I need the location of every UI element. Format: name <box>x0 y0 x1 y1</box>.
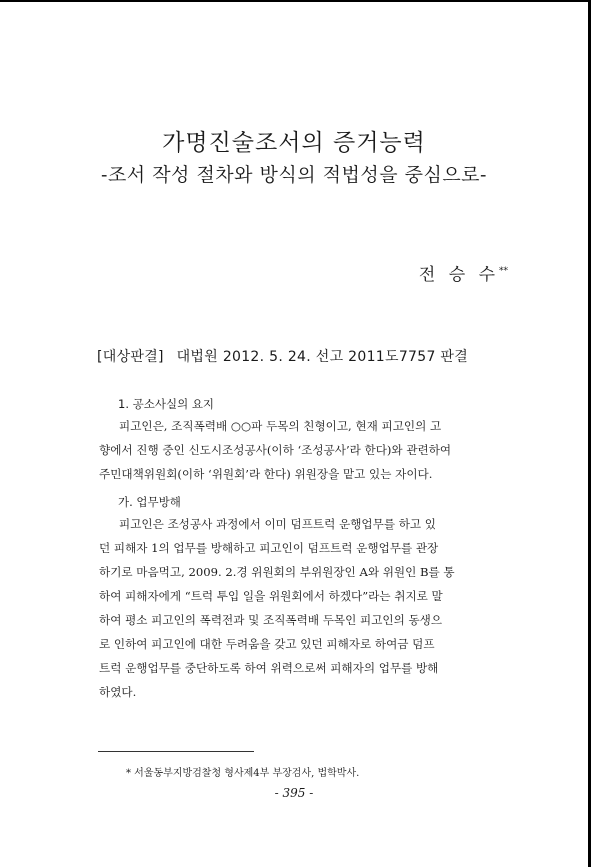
author-name: 전 승 수 <box>418 265 499 285</box>
section-heading: 1. 공소사실의 요지 <box>118 397 215 411</box>
paragraph-line: 하여 피해자에게 “트럭 투입 일을 위원회에서 하겠다”라는 취지로 말 <box>99 589 443 603</box>
author <box>419 260 508 285</box>
subsection-paragraph <box>99 512 503 704</box>
page-frame-top <box>0 0 590 2</box>
target-case <box>97 346 468 366</box>
paragraph-line: 하여 평소 피고인의 폭력전과 및 조직폭력배 두목인 피고인의 동생으 <box>99 613 443 627</box>
paper-title: 가명진술조서의 증거능력 <box>162 130 426 156</box>
target-case-text: 대법원 2012. 5. 24. 선고 2011도7757 판결 <box>176 349 469 365</box>
paragraph-line: 던 피해자 1의 업무를 방해하고 피고인이 덤프트럭 운행업무를 관장 <box>99 541 439 555</box>
page-number: - 395 - <box>274 786 314 800</box>
paragraph-line: 하였다. <box>99 685 137 699</box>
page-frame-right <box>588 0 591 867</box>
paper-subtitle: -조서 작성 절차와 방식의 적법성을 중심으로- <box>101 164 487 186</box>
section-paragraph <box>99 414 503 486</box>
footnote: * 서울동부지방검찰청 형사제4부 부장검사, 법학박사. <box>126 768 360 779</box>
paragraph-line: 하기로 마음먹고, 2009. 2.경 위원회의 부위원장인 A와 위원인 B를 통 <box>99 565 455 579</box>
author-footnote-mark: ** <box>499 266 508 277</box>
footnote-rule <box>98 751 254 752</box>
paragraph-line: 로 인하여 피고인에 대한 두려움을 갖고 있던 피해자로 하여금 덤프 <box>99 637 435 651</box>
paragraph-line: 피고인은 조성공사 과정에서 이미 덤프트럭 운행업무를 하고 있 <box>119 517 436 531</box>
paragraph-line: 주민대책위원회(이하 ‘위원회’라 한다) 위원장을 맡고 있는 자이다. <box>99 467 433 481</box>
target-case-label: [대상판결] <box>97 349 164 365</box>
paragraph-line: 향에서 진행 중인 신도시조성공사(이하 ‘조성공사’라 한다)와 관련하여 <box>99 443 452 457</box>
paragraph-line: 트럭 운행업무를 중단하도록 하여 위력으로써 피해자의 업무를 방해 <box>99 661 439 675</box>
subsection-heading: 가. 업무방해 <box>118 495 181 509</box>
paragraph-line: 피고인은, 조직폭력배 ○○파 두목의 친형이고, 현재 피고인의 고 <box>119 419 442 433</box>
